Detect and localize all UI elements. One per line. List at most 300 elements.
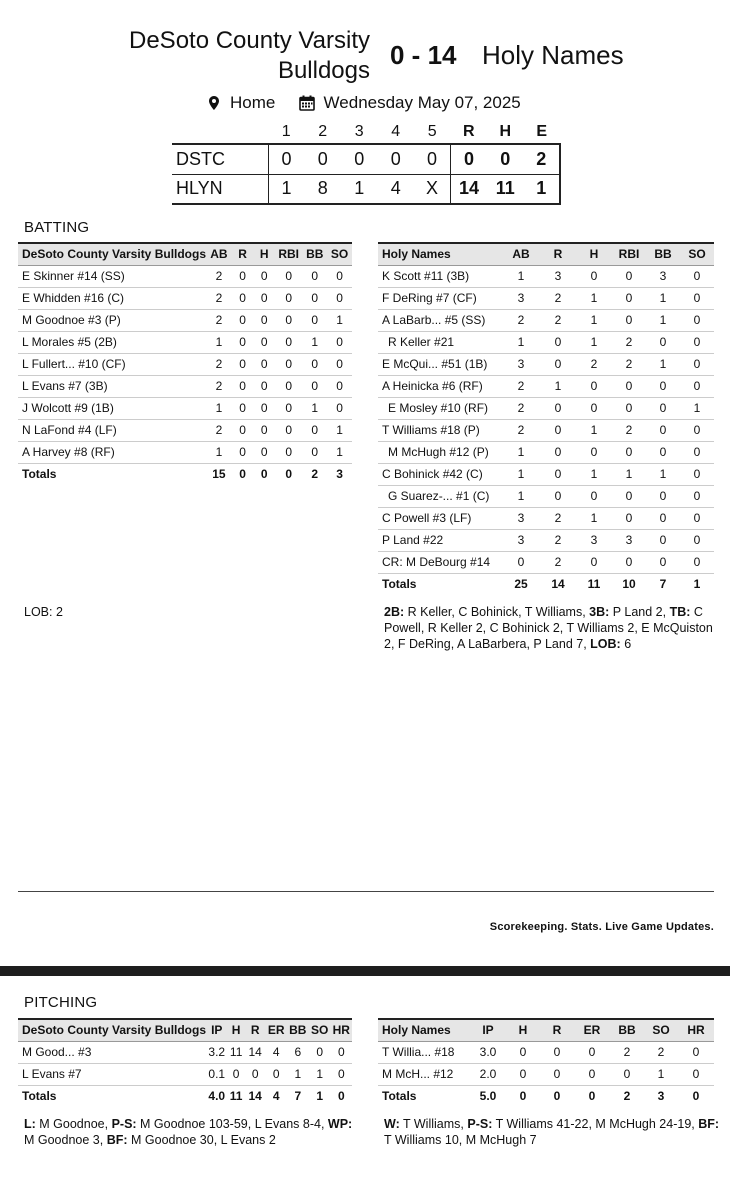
stat-cell: 2 [612, 419, 646, 441]
team-column-header: DeSoto County Varsity Bulldogs [18, 243, 206, 265]
stat-cell: 0 [227, 1063, 244, 1085]
stat-cell: 0 [275, 375, 302, 397]
totals-label: Totals [378, 573, 502, 595]
inning-score: 4 [378, 174, 415, 204]
pitching-notes-away [384, 1116, 724, 1148]
stat-column-header: H [576, 243, 612, 265]
player-name: K Scott #11 (3B) [378, 265, 502, 287]
stat-column-header: R [232, 243, 254, 265]
table-row [378, 265, 714, 287]
stat-cell: 1 [576, 331, 612, 353]
inning-5-header: 5 [427, 122, 437, 140]
note-label: LOB: [590, 637, 621, 651]
stat-cell: 0 [680, 309, 714, 331]
note-label: BF: [106, 1133, 128, 1147]
stat-column-header: BB [287, 1019, 309, 1041]
table-row [378, 331, 714, 353]
table-row [18, 397, 352, 419]
note-text: C Powell, R Keller 2, C Bohinick 2, T Williams 2, E McQuiston 2, F DeRing, A LaBarbera, P Land 7, [384, 605, 713, 651]
total-cell: 0 [678, 1085, 714, 1107]
stat-cell: 0 [302, 309, 327, 331]
stat-cell: 0 [680, 441, 714, 463]
batting-notes-away [384, 604, 718, 652]
total-cell: 2 [302, 463, 327, 485]
stat-cell: 0 [232, 375, 254, 397]
total-cell: 10 [612, 573, 646, 595]
stat-cell: 0 [612, 551, 646, 573]
stat-cell: 1 [576, 309, 612, 331]
stat-cell: 0 [646, 485, 680, 507]
stat-column-header: R [245, 1019, 266, 1041]
stat-column-header: H [506, 1019, 540, 1041]
stat-cell: 2.0 [470, 1063, 506, 1085]
stat-cell: 0 [327, 353, 352, 375]
stat-cell: 1 [502, 463, 540, 485]
stat-cell: 0 [275, 331, 302, 353]
stat-cell: 4 [265, 1041, 286, 1063]
table-header-row [18, 243, 352, 265]
total-cell: 2 [610, 1085, 644, 1107]
player-name: M Good... #3 [18, 1041, 206, 1063]
stat-cell: 0 [680, 463, 714, 485]
table-row [18, 287, 352, 309]
stat-column-header: RBI [612, 243, 646, 265]
table-header-row [18, 1019, 352, 1041]
stat-cell: 1 [576, 419, 612, 441]
stat-cell: 0 [327, 397, 352, 419]
table-row [18, 353, 352, 375]
stat-cell: 0 [576, 265, 612, 287]
stat-cell: 0 [680, 529, 714, 551]
stat-cell: 1 [576, 463, 612, 485]
player-name: R Keller #21 [378, 331, 502, 353]
pitching-notes-home [24, 1116, 364, 1148]
stat-cell: 0 [576, 485, 612, 507]
stat-cell: 0 [275, 441, 302, 463]
stat-cell: 0 [576, 441, 612, 463]
stat-column-header: BB [610, 1019, 644, 1041]
linescore-table [172, 120, 561, 205]
note-label: BF: [698, 1117, 720, 1131]
stat-cell: 0 [302, 287, 327, 309]
total-cell: 3 [327, 463, 352, 485]
stat-cell: 0 [612, 309, 646, 331]
stat-cell: 0 [576, 551, 612, 573]
total-cell: 0 [232, 463, 254, 485]
stat-column-header: AB [206, 243, 232, 265]
stat-cell: 1 [646, 309, 680, 331]
stat-cell: 0 [540, 463, 576, 485]
stat-column-header: HR [678, 1019, 714, 1041]
player-name: M McH... #12 [378, 1063, 470, 1085]
stat-cell: 1 [646, 353, 680, 375]
total-cell: 14 [540, 573, 576, 595]
stat-cell: 0 [275, 287, 302, 309]
player-name: M Goodnoe #3 (P) [18, 309, 206, 331]
note-label: WP: [327, 1117, 353, 1131]
stat-cell: 2 [206, 375, 232, 397]
note-text: T Williams 10, M McHugh 7 [384, 1133, 537, 1147]
batting-section-title: BATTING [24, 219, 90, 236]
total-cell: 4 [265, 1085, 286, 1107]
stat-cell: 2 [502, 309, 540, 331]
note-label: 3B: [589, 605, 610, 619]
inning-score: 0 [305, 144, 342, 174]
stat-cell: 1 [206, 397, 232, 419]
total-runs: 0 [451, 144, 488, 174]
stat-cell: 2 [612, 353, 646, 375]
stat-cell: 0 [680, 353, 714, 375]
total-cell: 0 [574, 1085, 610, 1107]
stat-cell: 3 [612, 529, 646, 551]
table-row [378, 309, 714, 331]
stat-cell: 0 [302, 375, 327, 397]
stat-cell: 2 [540, 287, 576, 309]
stat-cell: 0 [232, 287, 254, 309]
totals-row [18, 463, 352, 485]
inning-2-header: 2 [318, 122, 328, 140]
note-text: P Land 2, [609, 605, 670, 619]
stat-cell: 0 [275, 397, 302, 419]
table-row [378, 1041, 714, 1063]
table-row [18, 419, 352, 441]
table-row [18, 265, 352, 287]
total-cell: 5.0 [470, 1085, 506, 1107]
stat-cell: 0 [275, 353, 302, 375]
stat-cell: 1 [302, 397, 327, 419]
stat-cell: 0 [275, 419, 302, 441]
stat-cell: 0 [232, 309, 254, 331]
inning-1-header: 1 [281, 122, 291, 140]
player-name: E McQui... #51 (1B) [378, 353, 502, 375]
stat-cell: 0 [680, 265, 714, 287]
player-name: L Evans #7 (3B) [18, 375, 206, 397]
total-cell: 0 [540, 1085, 574, 1107]
stat-cell: 0 [540, 1041, 574, 1063]
note-label: P-S: [467, 1117, 493, 1131]
total-cell: 0 [331, 1085, 352, 1107]
player-name: E Mosley #10 (RF) [378, 397, 502, 419]
stat-cell: 0 [302, 265, 327, 287]
stat-cell: 0 [253, 441, 275, 463]
pitching-table-home [18, 1018, 352, 1107]
player-name: P Land #22 [378, 529, 502, 551]
stat-cell: 0 [540, 419, 576, 441]
stat-column-header: ER [265, 1019, 286, 1041]
stat-cell: 0 [680, 331, 714, 353]
stat-cell: 2 [540, 529, 576, 551]
total-cell: 25 [502, 573, 540, 595]
inning-score: 1 [268, 174, 305, 204]
player-name: A Harvey #8 (RF) [18, 441, 206, 463]
stat-cell: 0 [302, 441, 327, 463]
stat-cell: 0 [540, 353, 576, 375]
stat-column-header: ER [574, 1019, 610, 1041]
stat-cell: 0 [232, 353, 254, 375]
note-text: R Keller, C Bohinick, T Williams, [404, 605, 590, 619]
table-row [378, 529, 714, 551]
stat-cell: 0 [253, 397, 275, 419]
table-row [18, 441, 352, 463]
total-cell: 4.0 [206, 1085, 227, 1107]
inning-score: 0 [378, 144, 415, 174]
game-header [0, 22, 730, 92]
note-text: T Williams 41-22, M McHugh 24-19, [492, 1117, 699, 1131]
stat-cell: 3 [502, 507, 540, 529]
note-text: M Goodnoe, [35, 1117, 112, 1131]
player-name: L Evans #7 [18, 1063, 206, 1085]
stat-cell: 0 [612, 265, 646, 287]
player-name: L Morales #5 (2B) [18, 331, 206, 353]
note-text: 6 [620, 637, 632, 651]
stat-cell: 1 [502, 331, 540, 353]
total-cell: 3 [644, 1085, 678, 1107]
inning-3-header: 3 [354, 122, 364, 140]
player-name: N LaFond #4 (LF) [18, 419, 206, 441]
stat-cell: 0 [678, 1041, 714, 1063]
stat-cell: 0 [506, 1063, 540, 1085]
pitching-section-title: PITCHING [24, 994, 98, 1011]
section-band [0, 966, 730, 976]
stat-cell: 0 [612, 441, 646, 463]
player-name: J Wolcott #9 (1B) [18, 397, 206, 419]
stat-cell: 2 [206, 309, 232, 331]
errors-header: E [536, 122, 548, 140]
stat-cell: 0 [232, 441, 254, 463]
team-abbrev: DSTC [172, 144, 268, 174]
stat-cell: 0 [612, 287, 646, 309]
table-row [378, 441, 714, 463]
total-cell: 11 [227, 1085, 244, 1107]
stat-column-header: BB [302, 243, 327, 265]
table-row [378, 485, 714, 507]
stat-column-header: SO [680, 243, 714, 265]
stat-cell: 3 [502, 287, 540, 309]
player-name: A LaBarb... #5 (SS) [378, 309, 502, 331]
total-errors: 1 [524, 174, 561, 204]
stat-cell: 1 [612, 463, 646, 485]
note-label: P-S: [111, 1117, 137, 1131]
stat-cell: 1 [287, 1063, 309, 1085]
stat-cell: 0 [574, 1063, 610, 1085]
stat-cell: 2 [206, 287, 232, 309]
table-header-row [378, 243, 714, 265]
linescore-row-home [172, 144, 560, 174]
total-cell: 0 [275, 463, 302, 485]
stat-cell: 0 [253, 265, 275, 287]
total-cell: 15 [206, 463, 232, 485]
stat-cell: 0 [327, 287, 352, 309]
home-team-name-line2: Bulldogs [277, 57, 370, 84]
batting-notes-home: LOB: 2 [24, 605, 63, 619]
total-cell: 1 [680, 573, 714, 595]
stat-column-header: SO [644, 1019, 678, 1041]
table-row [378, 1063, 714, 1085]
note-text: M Goodnoe 103-59, L Evans 8-4, [136, 1117, 328, 1131]
stat-cell: 1 [309, 1063, 331, 1085]
calendar-icon [299, 95, 315, 111]
linescore-row-away [172, 174, 560, 204]
totals-row [378, 573, 714, 595]
stat-cell: 6 [287, 1041, 309, 1063]
stat-cell: 1 [576, 287, 612, 309]
stat-cell: 3 [646, 265, 680, 287]
note-label: W: [384, 1117, 400, 1131]
stat-cell: 1 [327, 419, 352, 441]
stat-column-header: IP [470, 1019, 506, 1041]
stat-cell: 1 [646, 463, 680, 485]
stat-cell: 0 [331, 1041, 352, 1063]
total-cell: 11 [576, 573, 612, 595]
stat-cell: 0 [576, 397, 612, 419]
table-row [378, 419, 714, 441]
stat-cell: 2 [502, 375, 540, 397]
stat-cell: 0 [646, 507, 680, 529]
game-meta [0, 92, 730, 113]
location-label: Home [229, 92, 276, 112]
stat-cell: 0 [646, 375, 680, 397]
table-row [18, 1063, 352, 1085]
stat-cell: 0 [680, 419, 714, 441]
stat-cell: 11 [227, 1041, 244, 1063]
stat-cell: 2 [644, 1041, 678, 1063]
player-name: G Suarez-... #1 (C) [378, 485, 502, 507]
stat-cell: 0 [540, 441, 576, 463]
table-row [378, 463, 714, 485]
stat-column-header: IP [206, 1019, 227, 1041]
stat-cell: 0 [646, 331, 680, 353]
stat-cell: 0 [646, 397, 680, 419]
stat-cell: 2 [206, 265, 232, 287]
player-name: CR: M DeBourg #14 [378, 551, 502, 573]
stat-column-header: R [540, 243, 576, 265]
stat-cell: 1 [646, 287, 680, 309]
table-row [378, 397, 714, 419]
stat-cell: 3.0 [470, 1041, 506, 1063]
stat-cell: 1 [540, 375, 576, 397]
total-hits: 0 [487, 144, 524, 174]
stat-cell: 0 [612, 507, 646, 529]
player-name: A Heinicka #6 (RF) [378, 375, 502, 397]
stat-cell: 0 [253, 353, 275, 375]
stat-cell: 0 [253, 419, 275, 441]
stat-cell: 0 [253, 309, 275, 331]
note-label: 2B: [384, 605, 405, 619]
batting-table-away [378, 242, 714, 595]
away-team-name: Holy Names [482, 40, 624, 70]
stat-column-header: H [253, 243, 275, 265]
stat-cell: 1 [206, 331, 232, 353]
total-cell: 0 [506, 1085, 540, 1107]
stat-cell: 0 [327, 331, 352, 353]
note-text: T Williams, [399, 1117, 468, 1131]
map-pin-icon [209, 96, 219, 110]
stat-cell: 1 [206, 441, 232, 463]
stat-cell: 0 [232, 419, 254, 441]
totals-row [378, 1085, 714, 1107]
stat-cell: 0 [302, 353, 327, 375]
stat-cell: 0 [275, 309, 302, 331]
stat-cell: 1 [502, 485, 540, 507]
table-row [378, 353, 714, 375]
table-row [378, 507, 714, 529]
stat-column-header: BB [646, 243, 680, 265]
stat-cell: 0 [680, 375, 714, 397]
stat-cell: 0 [327, 265, 352, 287]
note-text: M Goodnoe 3, [24, 1133, 107, 1147]
stat-cell: 1 [327, 309, 352, 331]
stat-cell: 0 [540, 485, 576, 507]
batting-table-home [18, 242, 352, 485]
stat-column-header: SO [309, 1019, 331, 1041]
hits-header: H [499, 122, 512, 140]
stat-cell: 0 [678, 1063, 714, 1085]
stat-cell: 0 [232, 397, 254, 419]
stat-cell: 3.2 [206, 1041, 227, 1063]
stat-cell: 0 [302, 419, 327, 441]
stat-column-header: HR [331, 1019, 352, 1041]
stat-cell: 1 [680, 397, 714, 419]
player-name: E Skinner #14 (SS) [18, 265, 206, 287]
player-name: E Whidden #16 (C) [18, 287, 206, 309]
stat-cell: 0 [612, 375, 646, 397]
totals-row [18, 1085, 352, 1107]
stat-cell: 0 [245, 1063, 266, 1085]
stat-cell: 0 [680, 551, 714, 573]
player-name: C Bohinick #42 (C) [378, 463, 502, 485]
total-cell: 14 [245, 1085, 266, 1107]
stat-cell: 0 [232, 265, 254, 287]
player-name: F DeRing #7 (CF) [378, 287, 502, 309]
stat-cell: 1 [302, 331, 327, 353]
inning-score: 0 [414, 144, 451, 174]
player-name: T Willia... #18 [378, 1041, 470, 1063]
stat-cell: 2 [502, 397, 540, 419]
stat-cell: 1 [502, 441, 540, 463]
table-row [378, 375, 714, 397]
stat-cell: 0 [232, 331, 254, 353]
stat-cell: 0 [646, 529, 680, 551]
table-row [378, 287, 714, 309]
stat-cell: 0 [540, 331, 576, 353]
totals-label: Totals [18, 1085, 206, 1107]
pitching-table-away [378, 1018, 714, 1107]
stat-cell: 0 [612, 485, 646, 507]
stat-cell: 0 [309, 1041, 331, 1063]
team-column-header: Holy Names [378, 243, 502, 265]
table-row [18, 375, 352, 397]
stat-cell: 2 [576, 353, 612, 375]
player-name: C Powell #3 (LF) [378, 507, 502, 529]
table-row [18, 1041, 352, 1063]
stat-cell: 2 [540, 309, 576, 331]
note-text: M Goodnoe 30, L Evans 2 [127, 1133, 276, 1147]
stat-cell: 0 [275, 265, 302, 287]
stat-cell: 2 [502, 419, 540, 441]
stat-cell: 0 [646, 441, 680, 463]
stat-cell: 3 [502, 529, 540, 551]
table-header-row [378, 1019, 714, 1041]
team-abbrev: HLYN [172, 174, 268, 204]
total-hits: 11 [487, 174, 524, 204]
total-runs: 14 [451, 174, 488, 204]
team-column-header: DeSoto County Varsity Bulldogs [18, 1019, 206, 1041]
player-name: L Fullert... #10 (CF) [18, 353, 206, 375]
stat-cell: 0 [253, 287, 275, 309]
stat-cell: 0.1 [206, 1063, 227, 1085]
total-cell: 7 [646, 573, 680, 595]
stat-cell: 0 [502, 551, 540, 573]
